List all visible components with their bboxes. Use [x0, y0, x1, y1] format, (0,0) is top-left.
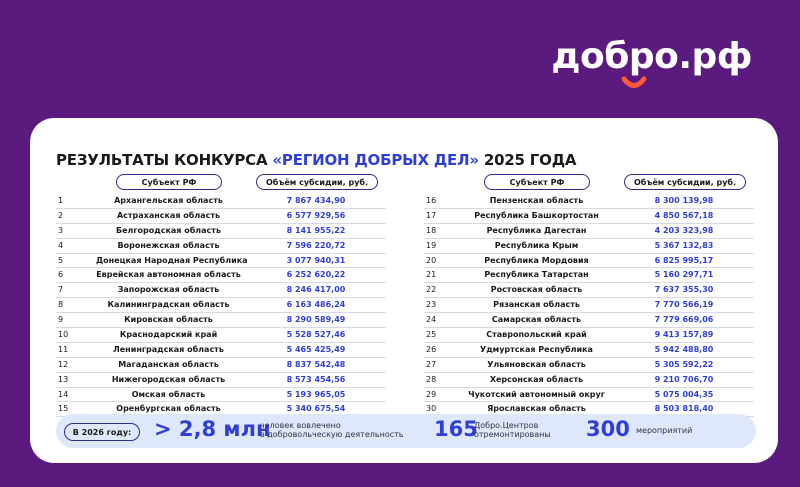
table-row — [56, 224, 386, 239]
subsidy-value: 7 596 220,72 — [286, 240, 346, 250]
region-name: Ставропольский край — [486, 330, 587, 340]
table-row — [424, 254, 754, 269]
row-number: 5 — [58, 255, 64, 265]
table-row — [424, 328, 754, 343]
table-row — [424, 239, 754, 254]
row-number: 24 — [426, 315, 437, 325]
subsidy-value: 4 850 567,18 — [654, 210, 714, 220]
table-row — [424, 298, 754, 313]
table-row — [56, 358, 386, 373]
region-name: Республика Мордовия — [484, 255, 589, 265]
region-name: Республика Дагестан — [486, 225, 587, 235]
subsidy-value: 6 163 486,24 — [286, 300, 346, 310]
subsidy-value: 8 141 955,22 — [286, 225, 346, 235]
table-row — [424, 343, 754, 358]
region-name: Херсонская область — [489, 374, 584, 384]
row-number: 3 — [58, 225, 64, 235]
row-number: 27 — [426, 359, 437, 369]
subsidy-value: 9 210 706,70 — [654, 374, 714, 384]
header-value: Объём субсидии, руб. — [624, 174, 746, 190]
subsidy-value: 5 075 004,35 — [654, 389, 714, 399]
region-name: Архангельская область — [114, 196, 223, 205]
dobro-logo — [551, 36, 752, 77]
table-row — [56, 343, 386, 358]
table-row — [424, 373, 754, 388]
region-name: Еврейская автономная область — [96, 270, 241, 280]
region-name: Удмуртская Республика — [480, 344, 593, 354]
subsidy-value: 6 825 995,17 — [654, 255, 714, 265]
table-row — [56, 328, 386, 343]
row-number: 21 — [426, 270, 437, 280]
region-name: Ульяновская область — [487, 359, 586, 369]
row-number: 17 — [426, 210, 437, 220]
table-rows-right — [424, 194, 754, 417]
subsidy-value: 5 367 132,83 — [654, 240, 714, 250]
row-number: 14 — [58, 389, 69, 399]
table-row — [56, 298, 386, 313]
region-name: Астраханская область — [116, 210, 221, 220]
row-number: 26 — [426, 344, 437, 354]
row-number: 22 — [426, 285, 437, 295]
region-name: Республика Татарстан — [484, 270, 589, 280]
subsidy-value: 7 770 566,19 — [654, 300, 714, 310]
stat-events-text: мероприятий — [636, 426, 693, 435]
row-number: 13 — [58, 374, 69, 384]
stat-centers-value: 165 — [434, 417, 478, 441]
table-row — [56, 283, 386, 298]
region-name: Самарская область — [491, 315, 582, 325]
header-value: Объём субсидии, руб. — [256, 174, 378, 190]
row-number: 25 — [426, 330, 437, 340]
stat-centers-text-1: Добро.Центров — [474, 421, 539, 430]
region-name: Ярославская область — [487, 404, 586, 414]
subsidy-value: 8 573 454,56 — [286, 374, 346, 384]
subsidy-value: 7 779 669,06 — [654, 315, 714, 325]
row-number: 8 — [58, 300, 64, 310]
table-row — [424, 358, 754, 373]
table-right — [424, 174, 754, 417]
subsidy-value: 8 300 139,98 — [654, 196, 714, 205]
header-subject: Субъект РФ — [116, 174, 222, 190]
table-left — [56, 174, 386, 417]
region-name: Белгородская область — [115, 225, 221, 235]
subsidy-value: 5 305 592,22 — [654, 359, 714, 369]
row-number: 28 — [426, 374, 437, 384]
table-header — [56, 174, 386, 190]
title-suffix: 2025 ГОДА — [478, 151, 577, 169]
region-name: Кировская область — [124, 315, 213, 325]
subsidy-value: 8 503 818,40 — [654, 404, 714, 414]
subsidy-value: 5 160 297,71 — [654, 270, 714, 280]
subsidy-value: 7 637 355,30 — [654, 285, 714, 295]
stat-volunteers-value: > 2,8 млн — [154, 417, 271, 441]
subsidy-value: 9 413 157,89 — [654, 330, 714, 340]
region-name: Запорожская область — [117, 285, 220, 295]
row-number: 29 — [426, 389, 437, 399]
region-name: Воронежская область — [117, 240, 220, 250]
stat-centers-text-2: отремонтированы — [474, 430, 551, 439]
row-number: 2 — [58, 210, 64, 220]
row-number: 23 — [426, 300, 437, 310]
row-number: 11 — [58, 344, 69, 354]
subsidy-value: 6 577 929,56 — [286, 210, 346, 220]
year-label: В 2026 году: — [64, 423, 140, 441]
stat-volunteers-text-1: человек вовлечено — [260, 421, 341, 430]
subsidy-value: 5 942 488,80 — [654, 344, 714, 354]
table-row — [56, 373, 386, 388]
region-name: Магаданская область — [118, 359, 219, 369]
subsidy-value: 6 252 620,22 — [286, 270, 346, 280]
region-name: Ленинградская область — [113, 344, 224, 354]
header-subject: Субъект РФ — [484, 174, 590, 190]
table-row — [424, 268, 754, 283]
region-name: Чукотский автономный округ — [468, 389, 605, 399]
table-row — [424, 313, 754, 328]
row-number: 6 — [58, 270, 64, 280]
region-name: Республика Башкортостан — [474, 210, 599, 220]
region-name: Оренбургская область — [116, 404, 221, 414]
table-row — [56, 194, 386, 209]
subsidy-value: 8 246 417,00 — [286, 285, 346, 295]
table-row — [424, 194, 754, 209]
heart-icon — [621, 76, 647, 92]
subsidy-value: 3 077 940,31 — [286, 255, 346, 265]
table-row — [56, 268, 386, 283]
stats-footer — [56, 414, 756, 448]
table-row — [56, 209, 386, 224]
row-number: 4 — [58, 240, 64, 250]
region-name: Нижегородская область — [111, 374, 226, 384]
table-row — [424, 388, 754, 403]
logo-text: добро.рф — [551, 36, 752, 77]
row-number: 19 — [426, 240, 437, 250]
row-number: 9 — [58, 315, 64, 325]
table-row — [424, 209, 754, 224]
region-name: Донецкая Народная Республика — [96, 255, 248, 265]
row-number: 7 — [58, 285, 64, 295]
stat-volunteers-text-2: в добровольческую деятельность — [260, 430, 404, 439]
subsidy-value: 5 465 425,49 — [286, 344, 346, 354]
subsidy-value: 8 837 542,48 — [286, 359, 346, 369]
table-row — [424, 224, 754, 239]
table-row — [56, 254, 386, 269]
region-name: Ростовская область — [490, 285, 583, 295]
table-row — [56, 388, 386, 403]
page-title — [56, 151, 576, 169]
row-number: 30 — [426, 404, 437, 414]
row-number: 10 — [58, 330, 69, 340]
table-header — [424, 174, 754, 190]
row-number: 18 — [426, 225, 437, 235]
table-rows-left — [56, 194, 386, 417]
subsidy-value: 5 528 527,46 — [286, 330, 346, 340]
region-name: Пензенская область — [489, 196, 584, 205]
region-name: Калининградская область — [107, 300, 230, 310]
region-name: Омская область — [131, 389, 206, 399]
subsidy-value: 5 193 965,05 — [286, 389, 346, 399]
region-name: Республика Крым — [494, 240, 579, 250]
region-name: Рязанская область — [493, 300, 580, 310]
table-row — [56, 239, 386, 254]
row-number: 15 — [58, 404, 69, 414]
title-prefix: РЕЗУЛЬТАТЫ КОНКУРСА — [56, 151, 273, 169]
subsidy-value: 7 867 434,90 — [286, 196, 346, 205]
region-name: Краснодарский край — [119, 330, 218, 340]
table-row — [424, 283, 754, 298]
title-accent: «РЕГИОН ДОБРЫХ ДЕЛ» — [272, 151, 479, 169]
row-number: 12 — [58, 359, 69, 369]
row-number: 20 — [426, 255, 437, 265]
subsidy-value: 4 203 323,98 — [654, 225, 714, 235]
row-number: 1 — [58, 196, 64, 205]
row-number: 16 — [426, 196, 437, 205]
table-row — [56, 313, 386, 328]
subsidy-value: 8 290 589,49 — [286, 315, 346, 325]
stat-events-value: 300 — [586, 417, 630, 441]
subsidy-value: 5 340 675,54 — [286, 404, 346, 414]
